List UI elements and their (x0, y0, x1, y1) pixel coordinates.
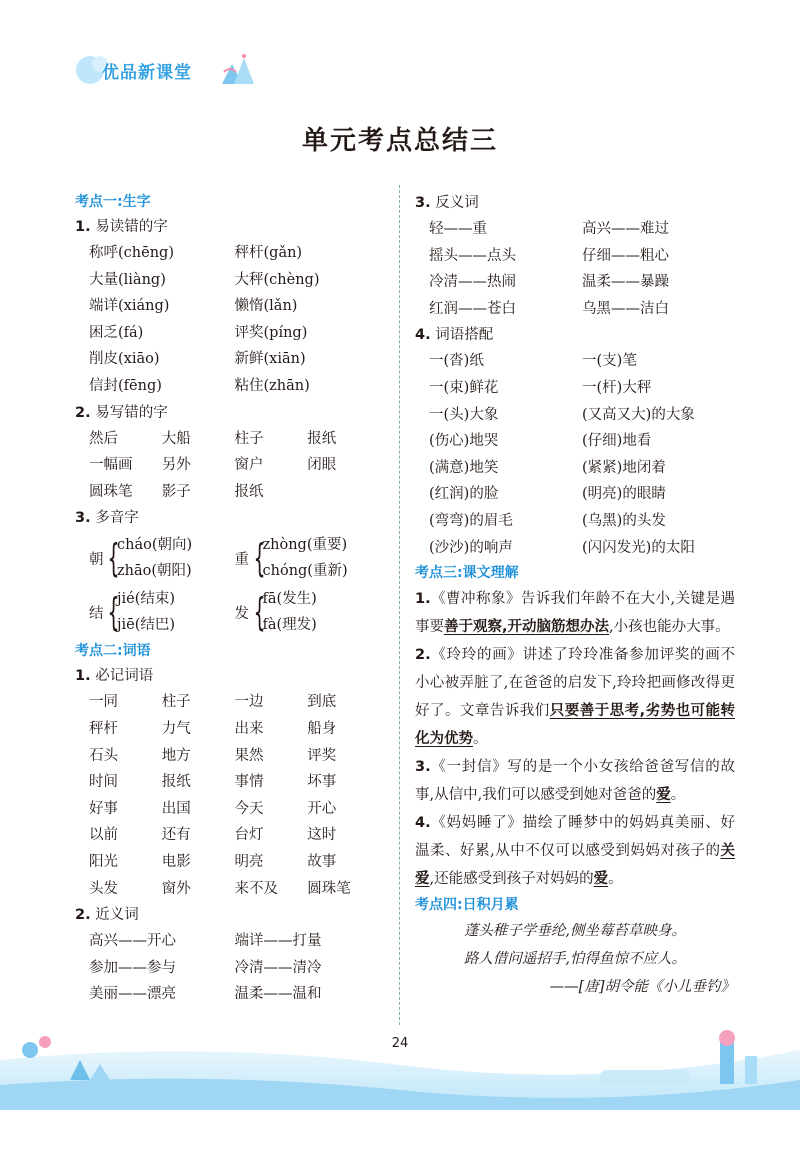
word-item: 一(束)鲜花 (429, 379, 499, 396)
key-point: 爱 (593, 871, 609, 888)
word-item: 开心 (307, 800, 337, 817)
subsection-number: 1. (75, 219, 91, 235)
polyphone-char: 朝 (89, 551, 104, 568)
reading: fà(理发) (262, 617, 317, 634)
subsection-heading (75, 505, 380, 531)
word-item: (乌黑)的头发 (582, 512, 666, 529)
logo-text: 优品新课堂 (102, 63, 192, 83)
misread-chars-list (75, 240, 380, 400)
word-item: 圆珠笔 (307, 880, 351, 897)
word-item: (又高又大)的大象 (582, 406, 695, 423)
text-understanding-item (415, 585, 735, 641)
word-item: 力气 (161, 720, 191, 737)
word-row (89, 955, 380, 982)
word-item: 到底 (307, 694, 337, 711)
polyphone-char: 重 (234, 551, 249, 568)
reading: jié(结束) (117, 591, 176, 608)
word-item: 窗外 (161, 880, 191, 897)
word-item: 今天 (234, 800, 264, 817)
word-item: 出国 (161, 800, 191, 817)
polyphone-group (235, 585, 381, 639)
word-row (429, 402, 735, 429)
word-item: (闪闪发光)的太阳 (582, 539, 695, 556)
item-text: 《玲玲的画》讲述了玲玲准备参加评奖的画不小心被弄脏了,在爸爸的启发下,玲玲把画修改得更好了。文章告诉我们 (415, 647, 735, 720)
word-item: 来不及 (234, 880, 278, 897)
word-row (89, 240, 380, 267)
polyphone-group (235, 531, 381, 585)
word-row (429, 348, 735, 375)
page-title: 单元考点总结三 (301, 126, 498, 156)
word-row (429, 243, 735, 270)
word-item: 报纸 (161, 774, 191, 791)
word-item: 窗户 (234, 457, 264, 474)
brace-icon: { (253, 536, 266, 581)
word-item: 大量(liàng) (89, 271, 166, 288)
word-row (89, 876, 380, 903)
item-text: 《妈妈睡了》描绘了睡梦中的妈妈真美丽、好温柔、好累,从中不仅可以感受到妈妈对孩子的 (415, 815, 735, 860)
subsection-number: 4. (415, 327, 431, 344)
miswritten-chars-list (75, 426, 380, 506)
word-row (89, 716, 380, 743)
subsection-label: 易读错的字 (95, 219, 168, 235)
word-row (89, 346, 380, 373)
word-item: 困乏(fá) (89, 324, 144, 341)
subsection-number: 1. (75, 668, 91, 685)
word-row (429, 455, 735, 482)
item-number: 2. (415, 647, 431, 664)
item-text: ,小孩也能办大事。 (609, 619, 730, 636)
poem-line: 蓬头稚子学垂纶,侧坐莓苔草映身。 (463, 923, 687, 940)
word-item: 一(头)大象 (429, 406, 499, 423)
word-item: 这时 (307, 827, 337, 844)
word-item: 一同 (89, 694, 118, 711)
key-point: 只要善于思考,劣势也可能转化为优势 (415, 703, 735, 748)
poem-source: ——[唐]胡令能《小儿垂钓》 (549, 979, 735, 996)
subsection-number: 2. (75, 404, 91, 421)
subsection-heading (75, 400, 380, 426)
word-item: 端详(xiáng) (89, 298, 170, 315)
subsection-number: 3. (415, 195, 431, 211)
word-item: 乌黑——洁白 (582, 300, 669, 317)
item-text: 《一封信》写的是一个小女孩给爸爸写信的故事,从信中,我们可以感受到她对爸爸的 (415, 759, 735, 804)
item-number: 3. (415, 759, 431, 776)
item-text: ,还能感受到孩子对妈妈的 (429, 871, 594, 888)
polyphone-list (75, 531, 380, 639)
word-row (89, 796, 380, 823)
brace-icon: { (107, 590, 120, 635)
subsection-heading (75, 214, 380, 240)
publisher-logo (72, 50, 262, 90)
reading: cháo(朝向) (117, 537, 193, 554)
synonyms-list (75, 928, 380, 1008)
polyphone-row (89, 585, 380, 639)
word-item: 温柔——温和 (234, 986, 322, 1003)
word-row (89, 849, 380, 876)
item-text: 《曹冲称象》告诉我们年龄不在大小,关键是遇事要 (415, 591, 735, 636)
word-item: 一(沓)纸 (429, 353, 484, 370)
section-2-heading: 考点二:词语 (75, 643, 151, 660)
subsection-heading (75, 902, 380, 928)
brace-icon: { (253, 590, 266, 635)
word-row (89, 320, 380, 347)
section-1-heading: 考点一:生字 (75, 194, 151, 210)
word-row (89, 743, 380, 770)
word-item: 大秤(chèng) (234, 271, 320, 288)
word-item: 好事 (89, 800, 118, 817)
word-item: 柱子 (234, 430, 264, 447)
word-row (89, 981, 380, 1008)
word-item: (伤心)地哭 (429, 433, 499, 450)
text-understanding-item (415, 809, 735, 893)
item-text: 。 (473, 731, 488, 748)
reading: fā(发生) (262, 591, 317, 608)
word-item: 红润——苍白 (429, 300, 516, 317)
subsection-heading (75, 663, 380, 689)
word-item: 秤杆 (89, 720, 118, 737)
word-item: 大船 (161, 430, 191, 447)
word-row (89, 928, 380, 955)
word-item: 出来 (234, 720, 264, 737)
subsection-number: 2. (75, 907, 91, 924)
word-row (89, 293, 380, 320)
column-divider (399, 185, 400, 1025)
word-row (429, 535, 735, 562)
word-item: 柱子 (161, 694, 191, 711)
word-item: (明亮)的眼睛 (582, 486, 666, 503)
key-point: 爱 (656, 787, 671, 804)
antonyms-list (415, 216, 735, 322)
word-row (89, 479, 380, 506)
word-item: 冷清——热闹 (429, 274, 516, 291)
word-item: 石头 (89, 747, 118, 764)
polyphone-char: 发 (234, 605, 249, 622)
section-3-heading: 考点三:课文理解 (415, 565, 519, 582)
word-item: 故事 (307, 853, 337, 870)
left-column (75, 190, 380, 1008)
section-4-heading: 考点四:日积月累 (415, 897, 519, 914)
word-item: 电影 (161, 853, 191, 870)
word-item: (紧紧)地闭着 (582, 459, 666, 476)
subsection-label: 近义词 (95, 907, 139, 924)
word-row (429, 296, 735, 323)
word-item: 美丽——漂亮 (89, 986, 176, 1003)
word-item: 评奖 (307, 747, 337, 764)
subsection-label: 必记词语 (95, 668, 154, 685)
page-number: 24 (391, 1036, 409, 1051)
word-item: 报纸 (307, 430, 337, 447)
word-item: 事情 (234, 774, 264, 791)
subsection-label: 易写错的字 (95, 404, 168, 421)
footer-decoration (0, 1020, 800, 1110)
word-item: (弯弯)的眉毛 (429, 512, 513, 529)
word-item: 台灯 (234, 827, 264, 844)
word-item: 闭眼 (307, 457, 337, 474)
word-item: (沙沙)的响声 (429, 539, 513, 556)
word-item: 一幅画 (89, 457, 133, 474)
collocation-list (415, 348, 735, 561)
word-item: 粘住(zhān) (234, 377, 310, 394)
item-text: 。 (670, 787, 686, 804)
reading: zhòng(重要) (262, 537, 348, 554)
word-item: 以前 (89, 827, 118, 844)
polyphone-group (89, 531, 235, 585)
word-row (89, 689, 380, 716)
word-item: 仔细——粗心 (582, 247, 669, 264)
item-text: 。 (608, 871, 623, 888)
polyphone-char: 结 (89, 605, 104, 622)
word-item: 圆珠笔 (89, 483, 133, 500)
item-number: 1. (415, 591, 431, 608)
word-item: 坏事 (307, 774, 337, 791)
word-item: 高兴——开心 (89, 933, 176, 950)
word-item: 影子 (161, 483, 191, 500)
word-item: 冷清——清冷 (234, 959, 322, 976)
reading: zhāo(朝阳) (117, 563, 192, 580)
word-item: 还有 (161, 827, 191, 844)
subsection-number: 3. (75, 510, 91, 527)
right-column (415, 190, 735, 1001)
word-item: 头发 (89, 880, 118, 897)
word-item: 信封(fēng) (89, 377, 162, 394)
word-item: 端详——打量 (234, 933, 322, 950)
brace-icon: { (107, 536, 120, 581)
key-point: 关爱 (415, 843, 735, 888)
subsection-label: 反义词 (435, 195, 479, 211)
word-item: 一(杆)大秤 (582, 379, 652, 396)
word-item: 参加——参与 (89, 959, 176, 976)
subsection-heading (415, 322, 735, 348)
word-row (429, 481, 735, 508)
word-item: 然后 (89, 430, 118, 447)
word-item: 轻——重 (429, 221, 487, 237)
word-item: 报纸 (234, 483, 264, 500)
word-item: 削皮(xiāo) (89, 351, 160, 368)
word-row (89, 769, 380, 796)
word-item: 一边 (234, 694, 264, 711)
word-item: 懒惰(lǎn) (234, 298, 298, 315)
word-row (89, 267, 380, 294)
word-item: 一(支)笔 (582, 353, 637, 370)
word-row (429, 269, 735, 296)
word-row (89, 426, 380, 453)
word-item (307, 479, 380, 506)
reading: chóng(重新) (262, 563, 348, 580)
word-item: (满意)地笑 (429, 459, 499, 476)
word-item: 新鲜(xiān) (234, 351, 306, 368)
word-item: 地方 (161, 747, 191, 764)
word-row (89, 452, 380, 479)
word-row (429, 216, 735, 243)
word-row (429, 375, 735, 402)
key-point: 善于观察,开动脑筋想办法 (444, 619, 610, 636)
word-item: 评奖(píng) (234, 324, 308, 341)
word-row (429, 428, 735, 455)
word-item: 摇头——点头 (429, 247, 516, 264)
word-item: 明亮 (234, 853, 264, 870)
subsection-heading (415, 190, 735, 216)
word-row (429, 508, 735, 535)
word-item: 秤杆(gǎn) (234, 245, 303, 261)
word-item: (红润)的脸 (429, 486, 499, 503)
must-know-words-list (75, 689, 380, 902)
word-item: 阳光 (89, 853, 118, 870)
word-item: 船身 (307, 720, 337, 737)
text-understanding-item (415, 753, 735, 809)
subsection-label: 多音字 (95, 510, 139, 527)
word-item: 另外 (161, 457, 191, 474)
subsection-label: 词语搭配 (435, 327, 494, 344)
word-item: 果然 (234, 747, 264, 764)
word-item: 高兴——难过 (582, 221, 669, 237)
word-row (89, 822, 380, 849)
poem-line: 路人借问遥招手,怕得鱼惊不应人。 (463, 951, 687, 968)
word-item: 称呼(chēng) (89, 245, 174, 261)
word-item: 时间 (89, 774, 118, 791)
text-understanding-item (415, 641, 735, 753)
word-item: 温柔——暴躁 (582, 274, 669, 291)
item-number: 4. (415, 815, 431, 832)
polyphone-row (89, 531, 380, 585)
word-row (89, 373, 380, 400)
word-item: (仔细)地看 (582, 433, 652, 450)
polyphone-group (89, 585, 235, 639)
landscape-decoration-icon (0, 1020, 800, 1110)
reading: jiē(结巴) (117, 617, 176, 634)
